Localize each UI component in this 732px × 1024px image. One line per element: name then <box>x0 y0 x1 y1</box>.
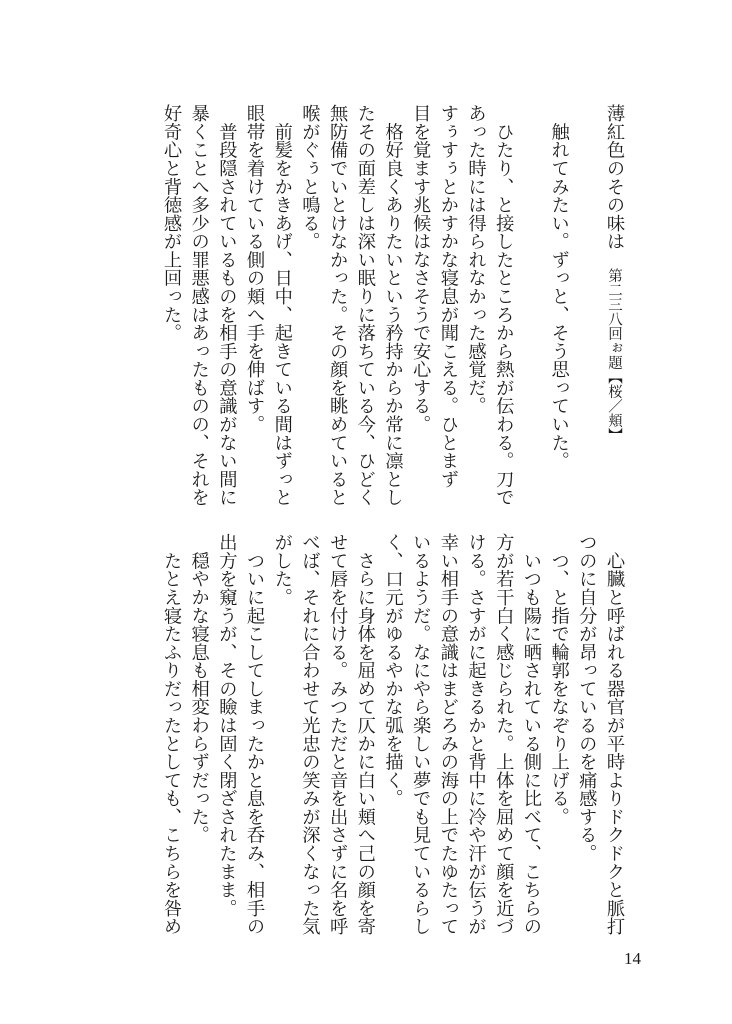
text-line: 眼帯を着けている側の頬へ手を伸ばす。 <box>244 104 266 434</box>
text-line: ついに起こしてしまったかと息を呑み、相手の <box>244 533 266 936</box>
text-line: せて唇を付ける。みつただと音を出さずに名を呼 <box>327 533 349 936</box>
upper-text-block <box>157 104 628 507</box>
text-line: あった時には得られなかった感覚だ。 <box>465 104 487 415</box>
text-line: 触れてみたい。ずっと、そう思っていた。 <box>548 104 570 470</box>
text-line: 暴くことへ多少の罪悪感はあったものの、それを <box>188 104 210 507</box>
text-line: 出方を窺うが、その瞼は固く閉ざされたまま。 <box>216 533 238 918</box>
blank-line <box>517 104 545 507</box>
text-line: がした。 <box>271 533 293 607</box>
text-line: く、口元がゆるやかな弧を描く。 <box>382 533 404 808</box>
story-title: 薄紅色のその味は <box>604 104 625 251</box>
text-line: 無防備でいとけなかった。その顔を眺めていると <box>327 104 349 507</box>
text-line: 目を覚ます兆候はなさそうで安心する。 <box>410 104 432 434</box>
prompt-subtitle: 第二三八回ぉ題【桜／頬】 <box>606 268 622 443</box>
text-line: いるようだ。なにやら楽しい夢でも見ているらし <box>410 533 432 936</box>
story-title-line <box>600 104 628 507</box>
text-line: 好奇心と背徳感が上回った。 <box>161 104 182 342</box>
text-line: べば、それに合わせて光忠の笑みが深くなった気 <box>299 533 321 936</box>
text-line: つのに自分が昂っているのを痛感する。 <box>576 533 598 863</box>
text-line: 格好良くありたいという矜持からか常に凛とし <box>382 104 404 507</box>
text-line: つ、と指で輪郭をなぞり上げる。 <box>548 533 570 826</box>
text-line: たその面差しは深い眠りに落ちている今、ひどく <box>354 104 376 507</box>
text-line: 心臓と呼ばれる器官が平時よりドクドクと脈打 <box>604 533 625 936</box>
text-line: すぅすぅとかすかな寝息が聞こえる。ひとまず <box>437 104 459 489</box>
text-line: ひたり、と接したところから熱が伝わる。刀で <box>493 104 515 507</box>
lower-text-block <box>157 533 628 936</box>
blank-line <box>573 104 601 507</box>
text-line: 方が若干白く感じられた。上体を屈めて顔を近づ <box>493 533 515 936</box>
page-number: 14 <box>624 949 641 968</box>
text-line: たとえ寝たふりだったとしても、こちらを咎め <box>161 533 182 936</box>
text-line: 前髪をかきあげ、日中、起きている間はずっと <box>271 104 293 507</box>
text-line: 幸い相手の意識はまどろみの海の上でたゆたって <box>437 533 459 936</box>
text-line: 普段隠されているものを相手の意識がない間に <box>216 104 238 507</box>
text-line: 穏やかな寝息も相変わらずだった。 <box>188 533 210 844</box>
text-line: ける。さすがに起きるかと背中に冷や汗が伝うが <box>465 533 487 936</box>
text-line: 喉がぐぅと鳴る。 <box>299 104 321 251</box>
text-line: さらに身体を屈めて仄かに白い頬へ己の顔を寄 <box>354 533 376 936</box>
text-line: いつも陽に晒されている側に比べて、こちらの <box>520 533 542 936</box>
